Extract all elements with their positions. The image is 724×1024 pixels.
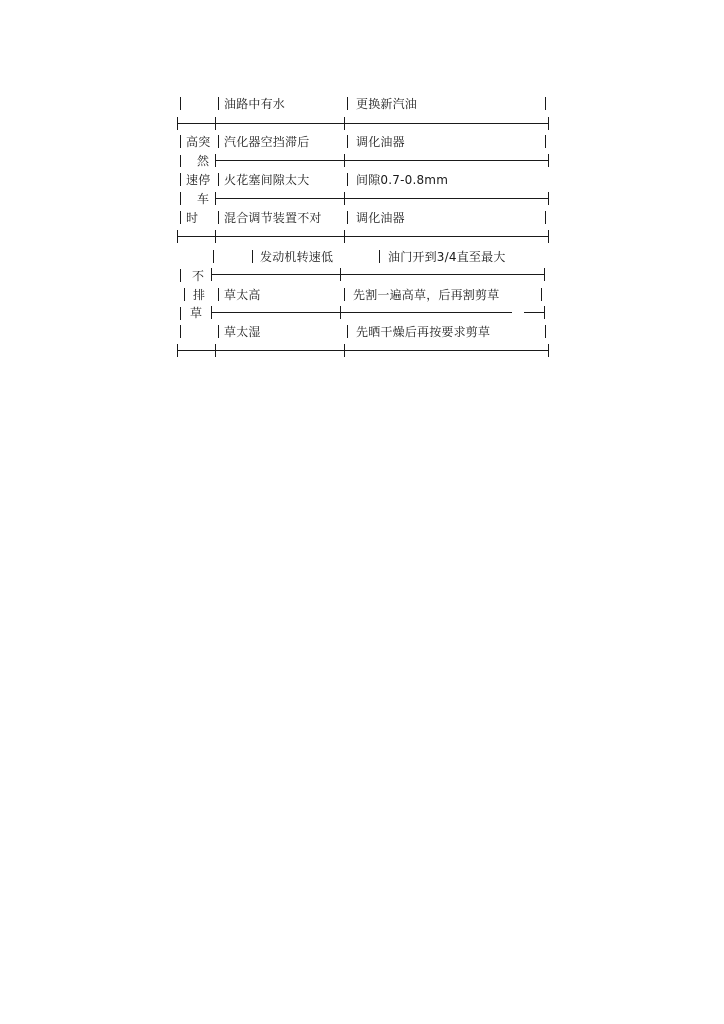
category-label-line: 不 — [192, 269, 205, 283]
category-label-line: 车 — [197, 192, 210, 206]
remedy-cell: 调化油器 — [356, 135, 405, 149]
category-label-line: 排 — [193, 288, 206, 302]
cause-cell: 汽化器空挡滞后 — [224, 135, 310, 149]
category-label-line: 然 — [197, 154, 210, 168]
remedy-cell: 油门开到3/4直至最大 — [388, 250, 506, 264]
remedy-cell: 调化油器 — [356, 211, 405, 225]
cause-cell: 发动机转速低 — [260, 250, 334, 264]
category-label-line: 时 — [186, 211, 199, 225]
cause-cell: 草太高 — [224, 288, 261, 302]
remedy-cell: 先晒干燥后再按要求剪草 — [356, 325, 491, 339]
category-label-line: 草 — [190, 306, 203, 320]
category-label-line: 速停 — [186, 173, 211, 187]
cause-cell: 混合调节装置不对 — [224, 211, 322, 225]
remedy-cell: 更换新汽油 — [356, 97, 418, 111]
remedy-cell: 间隙0.7-0.8mm — [356, 173, 449, 187]
remedy-cell: 先割一遍高草，后再割剪草 — [353, 288, 500, 302]
cause-cell: 火花塞间隙太大 — [224, 173, 310, 187]
cause-cell: 草太湿 — [224, 325, 261, 339]
category-label-line: 高突 — [186, 135, 211, 149]
cause-cell: 油路中有水 — [224, 97, 286, 111]
